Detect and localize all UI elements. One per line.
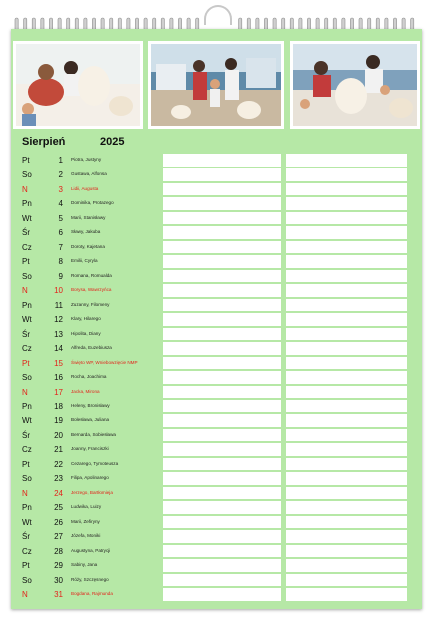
day-row (11, 241, 422, 256)
note-cell-1[interactable] (163, 357, 281, 370)
photo-strip (11, 29, 422, 131)
family-photo-2 (148, 41, 284, 129)
weekday-label: Pt (22, 358, 30, 368)
note-cell-2[interactable] (286, 168, 407, 181)
name-day-text: Święto WP, Wniebowzięcie NMP (71, 359, 138, 365)
day-row (11, 255, 422, 270)
note-cell-2[interactable] (286, 574, 407, 587)
day-number: 2 (58, 170, 63, 180)
weekday-label: Śr (22, 228, 30, 238)
note-cell-2[interactable] (286, 472, 407, 485)
name-day-text: Ludwika, Luizy (71, 504, 102, 510)
note-cell-1[interactable] (163, 270, 281, 283)
day-row (11, 545, 422, 560)
note-cell-2[interactable] (286, 371, 407, 384)
note-cell-2[interactable] (286, 414, 407, 427)
note-cell-2[interactable] (286, 241, 407, 254)
name-day-text: Heleny, Bronisławy (71, 402, 110, 408)
note-cell-1[interactable] (163, 386, 281, 399)
name-day-text: Jerzego, Bartłomieja (71, 489, 113, 495)
note-cell-1[interactable] (163, 414, 281, 427)
note-cell-2[interactable] (286, 197, 407, 210)
name-day-text: Gustawa, Alfonsa (71, 171, 107, 177)
name-day-text: Sabiny, Jana (71, 562, 98, 568)
day-number: 1 (58, 156, 63, 165)
note-cell-2[interactable] (286, 313, 407, 326)
day-row (11, 270, 422, 285)
day-row (11, 443, 422, 458)
day-row (11, 414, 422, 429)
weekday-label: Wt (22, 315, 32, 325)
note-cell-1[interactable] (163, 472, 281, 485)
name-day-text: Rocha, Joachima (71, 374, 107, 380)
note-cell-2[interactable] (286, 501, 407, 514)
note-cell-1[interactable] (163, 154, 281, 167)
day-row (11, 299, 422, 314)
day-row (11, 357, 422, 372)
weekday-label: Pn (22, 199, 32, 209)
weekday-label: Wt (22, 517, 32, 527)
weekday-label: Cz (22, 445, 32, 455)
note-cell-2[interactable] (286, 270, 407, 283)
weekday-label: N (22, 387, 28, 397)
note-cell-2[interactable] (286, 226, 407, 239)
weekday-label: N (22, 590, 28, 600)
name-day-text: Dominika, Protazego (71, 200, 114, 206)
note-cell-2[interactable] (286, 530, 407, 543)
day-row (11, 588, 422, 603)
note-cell-1[interactable] (163, 545, 281, 558)
name-day-text: Bolesława, Juliana (71, 417, 110, 423)
name-day-text: Bernarda, Sobiesława (71, 431, 116, 437)
name-day-text: Sławy, Jakuba (71, 229, 101, 235)
weekday-label: So (22, 575, 32, 585)
note-cell-1[interactable] (163, 226, 281, 239)
day-number: 15 (54, 358, 63, 368)
name-day-text: Marii, Zefiryny (71, 518, 100, 524)
day-number: 6 (58, 228, 63, 238)
note-cell-1[interactable] (163, 559, 281, 572)
day-number: 14 (54, 344, 63, 354)
day-number: 21 (54, 445, 63, 455)
day-number: 27 (54, 532, 63, 542)
name-day-text: Piotra, Justyny (71, 157, 102, 162)
month-name: Sierpień (22, 136, 66, 148)
weekday-label: Cz (22, 242, 32, 252)
name-day-text: Klary, Hilarego (71, 316, 101, 322)
day-row (11, 226, 422, 241)
weekday-label: Śr (22, 532, 30, 542)
note-cell-2[interactable] (286, 487, 407, 500)
name-day-text: Zuzanny, Filomeny (71, 301, 110, 307)
month-header (11, 136, 422, 152)
note-cell-1[interactable] (163, 371, 281, 384)
day-row (11, 516, 422, 531)
note-cell-2[interactable] (286, 400, 407, 413)
day-number: 13 (54, 329, 63, 339)
weekday-label: Pn (22, 300, 32, 310)
day-number: 10 (54, 286, 63, 296)
name-day-text: Józefa, Moniki (71, 533, 101, 539)
note-cell-2[interactable] (286, 299, 407, 312)
note-cell-1[interactable] (163, 487, 281, 500)
name-day-text: Lidii, Augusta (71, 185, 99, 191)
weekday-label: N (22, 184, 28, 194)
day-row (11, 328, 422, 343)
day-row (11, 197, 422, 212)
note-cell-1[interactable] (163, 530, 281, 543)
note-cell-2[interactable] (286, 328, 407, 341)
weekday-label: Pn (22, 401, 32, 411)
weekday-label: Pn (22, 503, 32, 513)
name-day-text: Jacka, Mirona (71, 388, 100, 394)
weekday-label: So (22, 170, 32, 180)
weekday-label: So (22, 373, 32, 383)
note-cell-1[interactable] (163, 400, 281, 413)
weekday-label: So (22, 271, 32, 281)
day-number: 8 (58, 257, 63, 267)
day-row (11, 501, 422, 516)
name-day-text: Doroty, Kajetana (71, 243, 105, 249)
weekday-label: Pt (22, 561, 30, 571)
name-day-text: Marii, Stanisławy (71, 214, 106, 220)
year-label: 2025 (100, 136, 125, 148)
note-cell-2[interactable] (286, 443, 407, 456)
day-row (11, 530, 422, 545)
note-cell-1[interactable] (163, 313, 281, 326)
note-cell-1[interactable] (163, 574, 281, 587)
note-cell-1[interactable] (163, 429, 281, 442)
note-cell-1[interactable] (163, 328, 281, 341)
day-number: 20 (54, 430, 63, 440)
day-row (11, 487, 422, 502)
name-day-text: Alfreda, Euzebiusza (71, 345, 112, 351)
name-day-text: Filipa, Apolinarego (71, 475, 109, 481)
weekday-label: N (22, 286, 28, 296)
note-cell-1[interactable] (163, 197, 281, 210)
name-day-text: Cezarego, Tymoteusza (71, 460, 119, 466)
day-number: 22 (54, 459, 63, 469)
day-number: 11 (54, 300, 63, 310)
calendar-sheet (11, 29, 422, 609)
weekday-label: Pt (22, 156, 30, 165)
day-row (11, 429, 422, 444)
note-cell-2[interactable] (286, 588, 407, 601)
note-cell-2[interactable] (286, 545, 407, 558)
note-cell-2[interactable] (286, 255, 407, 268)
day-row (11, 400, 422, 415)
day-number: 30 (54, 575, 63, 585)
name-day-text: Borysa, Wawrzyńca (71, 287, 112, 293)
day-number: 29 (54, 561, 63, 571)
note-cell-1[interactable] (163, 443, 281, 456)
day-row (11, 458, 422, 473)
day-row (11, 154, 422, 169)
note-cell-2[interactable] (286, 357, 407, 370)
note-cell-2[interactable] (286, 429, 407, 442)
family-photo-1 (13, 41, 143, 129)
day-number: 18 (54, 401, 63, 411)
note-cell-1[interactable] (163, 241, 281, 254)
weekday-label: Wt (22, 416, 32, 426)
weekday-label: Śr (22, 329, 30, 339)
note-cell-2[interactable] (286, 559, 407, 572)
day-number: 12 (54, 315, 63, 325)
day-row (11, 472, 422, 487)
day-row (11, 212, 422, 227)
day-number: 19 (54, 416, 63, 426)
note-cell-1[interactable] (163, 516, 281, 529)
day-number: 9 (58, 271, 63, 281)
day-number: 23 (54, 474, 63, 484)
day-row (11, 284, 422, 299)
day-row (11, 313, 422, 328)
day-number: 5 (58, 213, 63, 223)
day-number: 3 (58, 184, 63, 194)
note-cell-2[interactable] (286, 212, 407, 225)
note-cell-1[interactable] (163, 458, 281, 471)
name-day-text: Joanny, Franciszki (71, 446, 109, 452)
weekday-label: Pt (22, 257, 30, 267)
note-cell-1[interactable] (163, 284, 281, 297)
note-cell-1[interactable] (163, 255, 281, 268)
weekday-label: Pt (22, 459, 30, 469)
note-cell-1[interactable] (163, 342, 281, 355)
day-row (11, 168, 422, 183)
name-day-text: Bogdana, Rajmunda (71, 591, 113, 597)
note-cell-2[interactable] (286, 154, 407, 167)
note-cell-1[interactable] (163, 588, 281, 601)
note-cell-2[interactable] (286, 183, 407, 196)
day-number: 26 (54, 517, 63, 527)
note-cell-1[interactable] (163, 212, 281, 225)
day-row (11, 183, 422, 198)
day-row (11, 342, 422, 357)
weekday-label: So (22, 474, 32, 484)
day-row (11, 371, 422, 386)
note-cell-1[interactable] (163, 183, 281, 196)
note-cell-2[interactable] (286, 458, 407, 471)
day-number: 17 (54, 387, 63, 397)
name-day-text: Róży, Szczęsnego (71, 576, 109, 582)
day-row (11, 574, 422, 589)
weekday-label: N (22, 488, 28, 498)
note-cell-1[interactable] (163, 501, 281, 514)
family-photo-3 (290, 41, 420, 129)
day-number: 25 (54, 503, 63, 513)
weekday-label: Cz (22, 344, 32, 354)
day-number: 31 (54, 590, 63, 600)
day-number: 24 (54, 488, 63, 498)
name-day-text: Hipolita, Diany (71, 330, 101, 336)
day-row (11, 386, 422, 401)
note-cell-1[interactable] (163, 299, 281, 312)
weekday-label: Wt (22, 213, 32, 223)
weekday-label: Cz (22, 546, 32, 556)
note-cell-1[interactable] (163, 168, 281, 181)
day-row (11, 559, 422, 574)
name-day-text: Emilii, Cyryla (71, 258, 98, 264)
day-number: 4 (58, 199, 63, 209)
note-cell-2[interactable] (286, 386, 407, 399)
name-day-text: Romana, Romualda (71, 272, 112, 278)
weekday-label: Śr (22, 430, 30, 440)
day-number: 16 (54, 373, 63, 383)
note-cell-2[interactable] (286, 342, 407, 355)
note-cell-2[interactable] (286, 284, 407, 297)
day-number: 7 (58, 242, 63, 252)
note-cell-2[interactable] (286, 516, 407, 529)
name-day-text: Augustyna, Patrycji (71, 547, 111, 553)
day-number: 28 (54, 546, 63, 556)
